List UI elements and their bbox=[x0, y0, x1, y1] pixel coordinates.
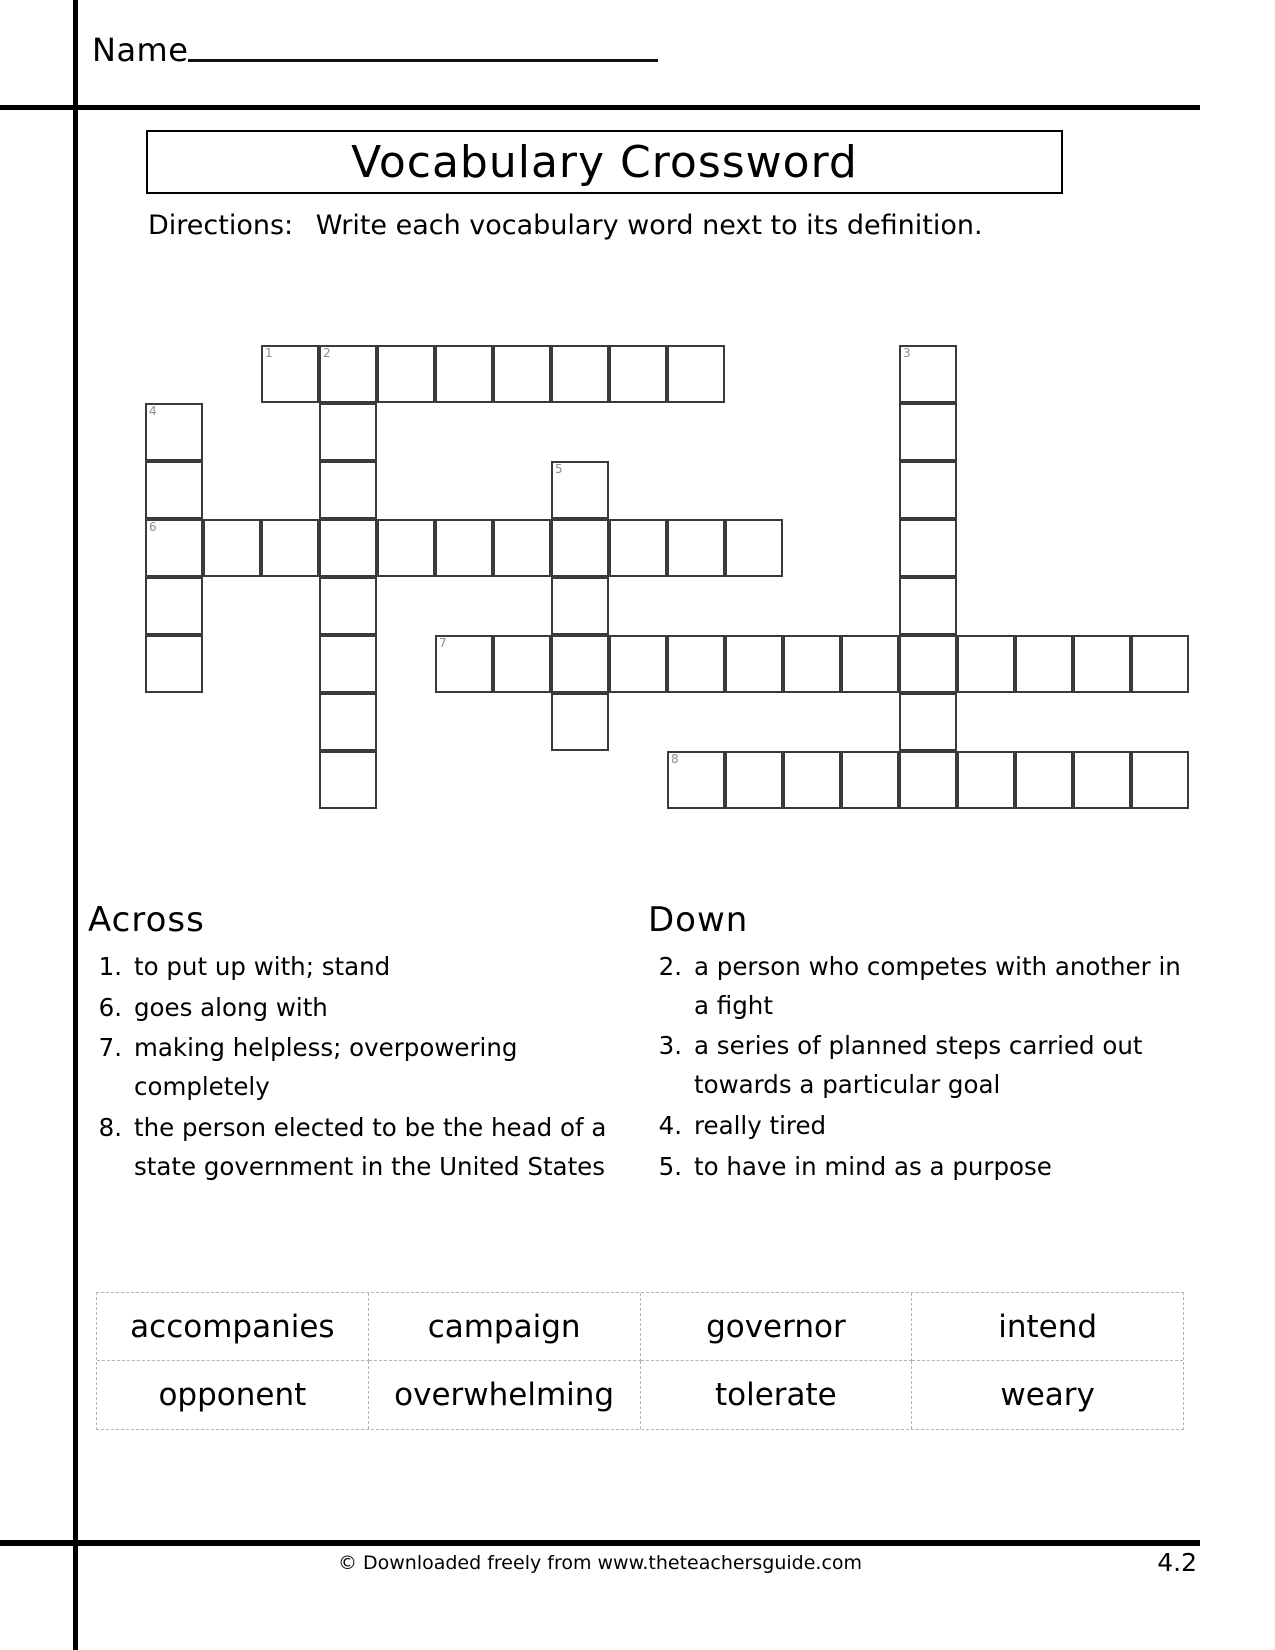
crossword-cell-number: 4 bbox=[149, 404, 157, 418]
clue-text: a series of planned steps carried out towards a particular goal bbox=[694, 1031, 1143, 1100]
crossword-cell[interactable] bbox=[1073, 635, 1131, 693]
directions-label: Directions: bbox=[148, 210, 294, 241]
clue-item bbox=[88, 989, 633, 1028]
footer-divider-rule bbox=[0, 1540, 1200, 1546]
crossword-cell[interactable] bbox=[261, 345, 319, 403]
crossword-cell[interactable] bbox=[899, 345, 957, 403]
crossword-cell[interactable] bbox=[435, 345, 493, 403]
crossword-cell[interactable] bbox=[145, 403, 203, 461]
word-bank-word[interactable]: opponent bbox=[97, 1361, 369, 1429]
crossword-cell-number: 3 bbox=[903, 346, 911, 360]
down-clues-section bbox=[648, 900, 1193, 1188]
crossword-cell[interactable] bbox=[203, 519, 261, 577]
crossword-cell[interactable] bbox=[725, 519, 783, 577]
directions-text: Write each vocabulary word next to its definition. bbox=[315, 210, 983, 241]
clue-text: goes along with bbox=[134, 992, 328, 1022]
crossword-cell[interactable] bbox=[435, 635, 493, 693]
crossword-cell[interactable] bbox=[319, 635, 377, 693]
crossword-cell[interactable] bbox=[899, 577, 957, 635]
across-clues-section bbox=[88, 900, 633, 1188]
crossword-cell[interactable] bbox=[551, 345, 609, 403]
crossword-cell[interactable] bbox=[551, 519, 609, 577]
crossword-cell[interactable] bbox=[667, 751, 725, 809]
crossword-cell[interactable] bbox=[145, 519, 203, 577]
header-divider-rule bbox=[0, 105, 1200, 110]
clue-item bbox=[648, 1107, 1193, 1146]
clue-number: 6. bbox=[98, 992, 122, 1022]
crossword-grid[interactable] bbox=[145, 345, 1155, 810]
word-bank-row bbox=[97, 1361, 1183, 1429]
crossword-cell[interactable] bbox=[145, 635, 203, 693]
page-title: Vocabulary Crossword bbox=[351, 136, 858, 188]
crossword-cell[interactable] bbox=[783, 635, 841, 693]
left-margin-rule bbox=[73, 0, 78, 1650]
word-bank-word[interactable]: weary bbox=[1000, 1377, 1095, 1413]
clue-number: 4. bbox=[658, 1110, 682, 1140]
clue-item bbox=[648, 1148, 1193, 1187]
crossword-cell[interactable] bbox=[667, 519, 725, 577]
crossword-cell[interactable] bbox=[841, 751, 899, 809]
crossword-cell[interactable] bbox=[319, 751, 377, 809]
word-bank-row bbox=[97, 1293, 1183, 1361]
crossword-cell[interactable] bbox=[551, 635, 609, 693]
crossword-cell[interactable] bbox=[1131, 751, 1189, 809]
crossword-cell-number: 1 bbox=[265, 346, 273, 360]
word-bank-word[interactable]: tolerate bbox=[641, 1361, 913, 1429]
crossword-cell[interactable] bbox=[145, 577, 203, 635]
clue-number: 1. bbox=[98, 952, 122, 981]
crossword-cell[interactable] bbox=[319, 693, 377, 751]
directions-line bbox=[148, 210, 983, 241]
name-input-blank[interactable] bbox=[188, 59, 658, 62]
crossword-cell[interactable] bbox=[899, 693, 957, 751]
crossword-cell[interactable] bbox=[551, 693, 609, 751]
crossword-cell[interactable] bbox=[377, 519, 435, 577]
crossword-cell[interactable] bbox=[551, 577, 609, 635]
crossword-cell-number: 6 bbox=[149, 520, 157, 534]
word-bank-word[interactable]: governor bbox=[641, 1293, 913, 1361]
clue-text: to have in mind as a purpose bbox=[694, 1151, 1052, 1181]
crossword-cell[interactable] bbox=[319, 577, 377, 635]
crossword-cell[interactable] bbox=[435, 519, 493, 577]
crossword-cell[interactable] bbox=[725, 635, 783, 693]
crossword-cell[interactable] bbox=[493, 345, 551, 403]
clue-item bbox=[88, 1029, 633, 1106]
clue-text: the person elected to be the head of a state government in the United States bbox=[134, 1112, 607, 1181]
down-clue-list bbox=[648, 948, 1193, 1186]
name-field-row bbox=[92, 31, 658, 69]
crossword-cell[interactable] bbox=[957, 751, 1015, 809]
word-bank bbox=[96, 1292, 1184, 1430]
crossword-cell-number: 5 bbox=[555, 462, 563, 476]
crossword-cell[interactable] bbox=[551, 461, 609, 519]
word-bank-word[interactable]: campaign bbox=[369, 1293, 641, 1361]
crossword-cell[interactable] bbox=[1131, 635, 1189, 693]
crossword-cell[interactable] bbox=[609, 345, 667, 403]
crossword-cell[interactable] bbox=[261, 519, 319, 577]
crossword-cell[interactable] bbox=[899, 751, 957, 809]
crossword-cell[interactable] bbox=[841, 635, 899, 693]
crossword-cell[interactable] bbox=[319, 345, 377, 403]
crossword-cell[interactable] bbox=[899, 519, 957, 577]
crossword-cell[interactable] bbox=[1073, 751, 1131, 809]
crossword-cell[interactable] bbox=[957, 635, 1015, 693]
clue-text: to put up with; stand bbox=[134, 952, 391, 981]
crossword-cell[interactable] bbox=[667, 635, 725, 693]
crossword-cell-number: 2 bbox=[323, 346, 331, 360]
across-heading: Across bbox=[88, 900, 205, 940]
clue-item bbox=[648, 948, 1193, 1025]
clue-item bbox=[88, 948, 633, 987]
crossword-cell[interactable] bbox=[377, 345, 435, 403]
clue-number: 5. bbox=[658, 1151, 682, 1181]
crossword-cell[interactable] bbox=[725, 751, 783, 809]
crossword-cell[interactable] bbox=[145, 461, 203, 519]
word-bank-word[interactable]: overwhelming bbox=[369, 1361, 641, 1429]
crossword-cell[interactable] bbox=[609, 519, 667, 577]
clue-number: 8. bbox=[98, 1112, 122, 1142]
clue-text: making helpless; overpowering completely bbox=[134, 1033, 518, 1102]
worksheet-title-box bbox=[146, 130, 1063, 194]
clue-item bbox=[648, 1027, 1193, 1104]
crossword-cell[interactable] bbox=[899, 635, 957, 693]
footer-credit: © Downloaded freely from www.theteachersguide.com bbox=[337, 1552, 863, 1574]
crossword-cell[interactable] bbox=[319, 403, 377, 461]
crossword-cell[interactable] bbox=[783, 751, 841, 809]
clue-number: 3. bbox=[658, 1031, 682, 1061]
clue-number: 7. bbox=[98, 1033, 122, 1063]
crossword-cell-number: 8 bbox=[671, 752, 679, 766]
crossword-cell[interactable] bbox=[667, 345, 725, 403]
clue-text: really tired bbox=[694, 1110, 827, 1140]
crossword-cell[interactable] bbox=[493, 635, 551, 693]
clue-number: 2. bbox=[658, 952, 682, 981]
crossword-cell[interactable] bbox=[493, 519, 551, 577]
crossword-cell-number: 7 bbox=[439, 636, 447, 650]
word-bank-word[interactable]: accompanies bbox=[97, 1293, 369, 1361]
word-bank-word[interactable]: intend bbox=[912, 1293, 1183, 1361]
crossword-cell[interactable] bbox=[319, 519, 377, 577]
crossword-cell[interactable] bbox=[319, 461, 377, 519]
crossword-cell[interactable] bbox=[1015, 635, 1073, 693]
down-heading: Down bbox=[648, 900, 749, 940]
crossword-cell[interactable] bbox=[899, 403, 957, 461]
footer-page-number: 4.2 bbox=[1157, 1548, 1197, 1577]
crossword-cell[interactable] bbox=[609, 635, 667, 693]
clue-text: a person who competes with another in a fight bbox=[694, 952, 1181, 1020]
name-label: Name bbox=[92, 31, 189, 69]
crossword-cell[interactable] bbox=[899, 461, 957, 519]
clue-item bbox=[88, 1109, 633, 1186]
across-clue-list bbox=[88, 948, 633, 1186]
crossword-cell[interactable] bbox=[1015, 751, 1073, 809]
